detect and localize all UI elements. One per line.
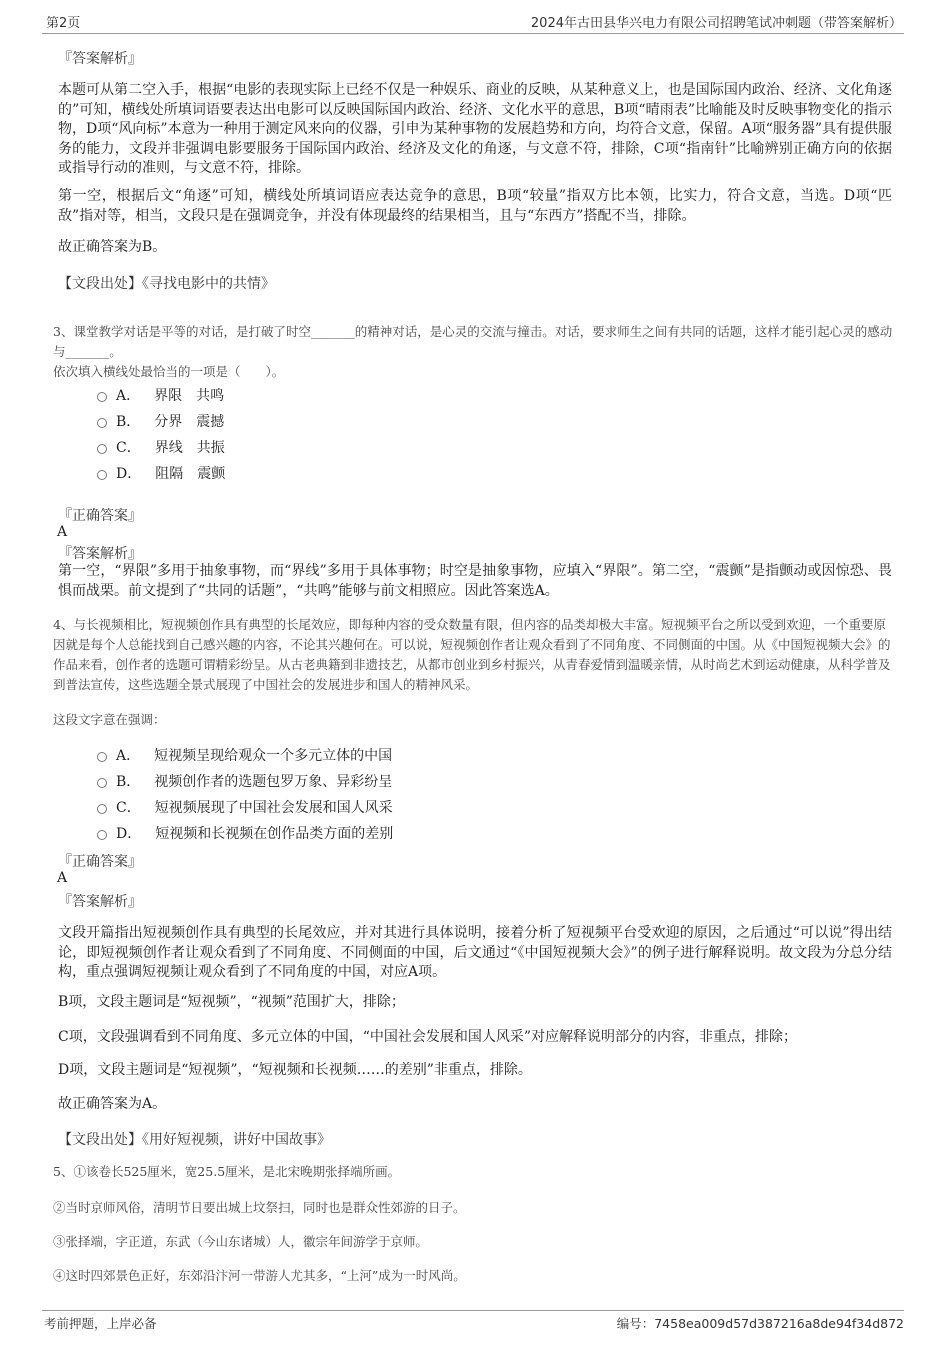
q4-option-d[interactable] [97, 823, 393, 843]
q3-instruction: 依次填入横线处最恰当的一项是（ ）。 [53, 364, 285, 379]
q3-correct-label: 『正确答案』 [58, 508, 142, 524]
radio-icon[interactable] [97, 444, 107, 454]
q4-analysis-label: 『答案解析』 [58, 894, 142, 910]
q4-source: 【文段出处】《用好短视频，讲好中国故事》 [58, 1132, 331, 1148]
q2-analysis-label: 『答案解析』 [58, 51, 142, 67]
option-text: 短视频呈现给观众一个多元立体的中国 [154, 748, 393, 764]
option-text: 分界 震撼 [154, 414, 225, 430]
q4-analysis-p1: 文段开篇指出短视频创作具有典型的长尾效应，并对其进行具体说明，接着分析了短视频平台受欢迎的原因，之后通过“可以说”得出结论，即短视频创作者让观众看到了不同角度、不同侧面的中国，后文通过“《中国短视频大会》”的例子进行解释说明。故文段为分总分结构，重点强调短视频让观众看到了不同角度的中国，对应A项。 [58, 925, 892, 980]
q3-analysis-label: 『答案解析』 [58, 546, 142, 562]
option-letter: B． [116, 774, 141, 790]
q4-analysis-p4: D项，文段主题词是“短视频”，“短视频和长视频……的差别”非重点，排除。 [58, 1062, 532, 1078]
q4-conclusion: 故正确答案为A。 [58, 1096, 167, 1112]
header-divider [42, 33, 904, 34]
q5-sentence-1: 5、①该卷长525厘米，宽25.5厘米，是北宋晚期张择端所画。 [53, 1164, 401, 1179]
document-code: 编号：7458ea009d57d387216a8de94f34d872 [616, 1316, 904, 1331]
option-text: 阻隔 震颤 [155, 466, 226, 482]
footer-divider [42, 1310, 904, 1311]
option-letter: D． [116, 826, 142, 842]
option-text: 界线 共振 [154, 440, 225, 456]
q3-option-c[interactable] [97, 437, 225, 457]
radio-icon[interactable] [97, 418, 107, 428]
radio-icon[interactable] [97, 392, 107, 402]
footer-slogan: 考前押题，上岸必备 [44, 1316, 157, 1331]
radio-icon[interactable] [97, 752, 107, 762]
option-text: 短视频和长视频在创作品类方面的差别 [155, 826, 394, 842]
q4-correct-answer: A [57, 870, 68, 886]
option-letter: C． [116, 440, 141, 456]
option-text: 界限 共鸣 [154, 388, 225, 404]
option-letter: B． [116, 414, 141, 430]
option-letter: C． [116, 800, 141, 816]
q3-option-b[interactable] [97, 411, 224, 431]
q3-correct-answer: A [57, 524, 68, 540]
page-number: 第2页 [46, 16, 81, 31]
option-letter: A． [116, 748, 141, 764]
q4-analysis-p3: C项，文段强调看到不同角度、多元立体的中国，“中国社会发展和国人风采”对应解释说明部分的内容，非重点，排除； [58, 1029, 798, 1045]
option-text: 视频创作者的选题包罗万象、异彩纷呈 [154, 774, 393, 790]
option-letter: A． [116, 388, 141, 404]
q3-stem: 3、课堂教学对话是平等的对话，是打破了时空_______的精神对话，是心灵的交流与撞击。对话，要求师生之间有共同的话题，这样才能引起心灵的感动与_______。 [53, 324, 893, 359]
q4-correct-label: 『正确答案』 [58, 854, 142, 870]
q4-stem: 4、与长视频相比，短视频创作具有典型的长尾效应，即每种内容的受众数量有限，但内容的品类却极大丰富。短视频平台之所以受到欢迎，一个重要原因就是每个人总能找到自己感兴趣的内容，不论其兴趣何在。可以说，短视频创作者让观众看到了不同角度、不同侧面的中国。从《中国短视频大会》的作品来看，创作者的选题可谓精彩纷呈。从古老典籍到非遗技艺，从都市创业到乡村振兴，从青春爱情到温暖亲情，从时尚艺术到运动健康，从科学普及到普法宣传，这些选题全景式展现了中国社会的发展进步和国人的精神风采。 [53, 617, 891, 692]
radio-icon[interactable] [97, 470, 107, 480]
q3-option-d[interactable] [97, 463, 225, 483]
q3-option-a[interactable] [97, 385, 224, 405]
q5-sentence-4: ④这时四郊景色正好，东郊沿汴河一带游人尤其多，“上河”成为一时风尚。 [53, 1268, 466, 1283]
q2-analysis-p1: 本题可从第二空入手，根据“电影的表现实际上已经不仅是一种娱乐、商业的反映，从某种意义上，也是国际国内政治、经济、文化角逐的”可知，横线处所填词语要表达出电影可以反映国际国内政治、经济、文化水平的意思，B项“晴雨表”比喻能及时反映事物变化的指示物，D项“风向标”本意为一种用于测定风来向的仪器，引申为某种事物的发展趋势和方向，均符合文意，保留。A项“服务器”具有提供服务的能力，文段并非强调电影要服务于国际国内政治、经济及文化的角逐，与文意不符，排除，C项“指南针”比喻辨别正确方向的依据或指导行动的准则，与文意不符，排除。 [58, 82, 892, 176]
radio-icon[interactable] [97, 804, 107, 814]
q4-analysis-p2: B项，文段主题词是“短视频”，“视频”范围扩大，排除； [58, 994, 405, 1010]
q2-analysis-p2: 第一空，根据后文“角逐”可知，横线处所填词语应表达竞争的意思，B项“较量”指双方比本领，比实力，符合文意，当选。D项“匹敌”指对等，相当，文段只是在强调竞争，并没有体现最终的结果相当，且与“东西方”搭配不当，排除。 [58, 188, 892, 224]
q5-sentence-3: ③张择端，字正道，东武（今山东诸城）人，徽宗年间游学于京师。 [53, 1234, 429, 1249]
radio-icon[interactable] [97, 778, 107, 788]
q4-option-c[interactable] [97, 797, 393, 817]
document-title: 2024年古田县华兴电力有限公司招聘笔试冲刺题（带答案解析） [530, 16, 902, 31]
q2-conclusion: 故正确答案为B。 [58, 239, 167, 255]
q4-option-a[interactable] [97, 745, 392, 765]
q4-instruction: 这段文字意在强调： [53, 712, 166, 727]
radio-icon[interactable] [97, 830, 107, 840]
option-letter: D． [116, 466, 142, 482]
option-text: 短视频展现了中国社会发展和国人风采 [154, 800, 393, 816]
q2-source: 【文段出处】《寻找电影中的共情》 [58, 276, 275, 292]
q4-option-b[interactable] [97, 771, 392, 791]
q5-sentence-2: ②当时京师风俗，清明节日要出城上坟祭扫，同时也是群众性郊游的日子。 [53, 1200, 466, 1215]
q3-analysis: 第一空，“界限”多用于抽象事物，而“界线”多用于具体事物；时空是抽象事物，应填入“界限”。第二空，“震颤”是指颤动或因惊恐、畏惧而战栗。前文提到了“共同的话题”，“共鸣”能够与前文相照应。因此答案选A。 [58, 563, 892, 599]
